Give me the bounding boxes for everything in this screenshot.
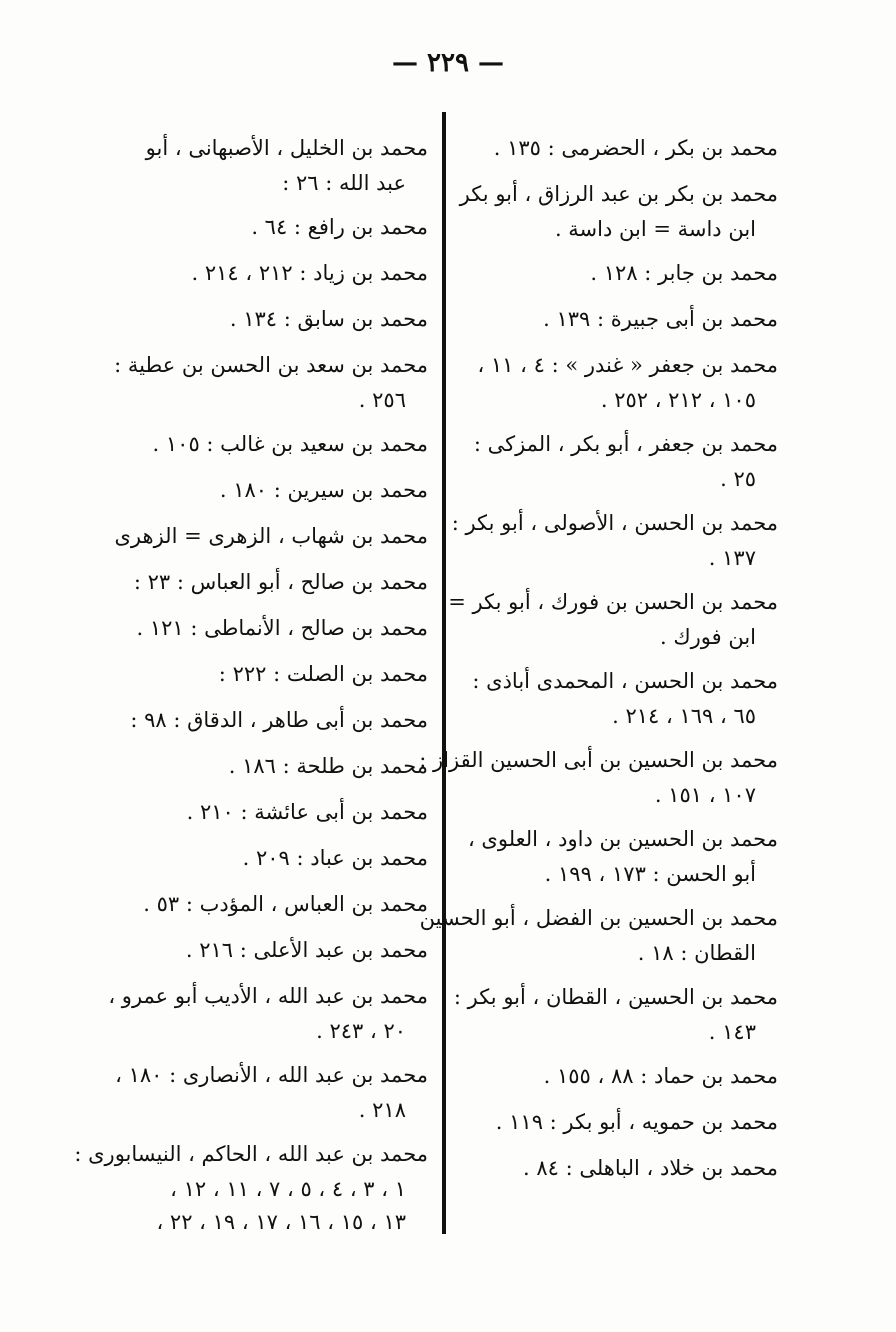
index-entry-heading: محمد بن عبد الله ، الحاكم ، النيسابورى :: [74, 1142, 428, 1166]
index-entry-heading: محمد بن الخليل ، الأصبهانى ، أبو: [145, 136, 428, 160]
index-entry: [118, 702, 428, 739]
index-entry-heading: محمد بن صالح ، أبو العباس : ٢٣ :: [133, 570, 428, 594]
index-entry-heading: محمد بن الصلت : ٢٢٢ :: [218, 662, 428, 686]
index-entry: [118, 794, 428, 831]
index-entry: [468, 347, 778, 417]
index-entry-continuation: ابن فورك .: [659, 625, 756, 649]
index-entry: [468, 130, 778, 167]
index-entry: [118, 301, 428, 338]
index-entry: [118, 130, 428, 200]
index-entry: [118, 932, 428, 969]
index-entry-heading: محمد بن رافع : ٦٤ .: [251, 215, 428, 239]
index-entry-continuation: ٢٥٦ .: [358, 388, 406, 412]
index-entry-continuation: ١٤٣ .: [708, 1020, 756, 1044]
index-entry-continuation: ١٠٥ ، ٢١٢ ، ٢٥٢ .: [600, 388, 756, 412]
index-entry-heading: محمد بن الحسن ، المحمدى أباذى :: [472, 669, 778, 693]
index-entry-heading: محمد بن عباد : ٢٠٩ .: [242, 846, 428, 870]
index-entry: [118, 610, 428, 647]
index-entry-heading: محمد بن جابر : ١٢٨ .: [590, 261, 778, 285]
index-entry-continuation: ١ ، ٣ ، ٤ ، ٥ ، ٧ ، ١١ ، ١٢ ،: [170, 1177, 406, 1201]
index-entry-continuation: ٦٥ ، ١٦٩ ، ٢١٤ .: [612, 704, 756, 728]
index-entry: [118, 472, 428, 509]
index-entry: [453, 979, 778, 1049]
index-entry-heading: محمد بن الحسن بن فورك ، أبو بكر =: [448, 590, 778, 614]
index-entry-heading: محمد بن الحسن ، الأصولى ، أبو بكر :: [451, 511, 778, 535]
index-entry-heading: محمد بن طلحة : ١٨٦ .: [228, 754, 428, 778]
column-divider: [442, 112, 446, 1234]
index-entry-heading: محمد بن جعفر ، أبو بكر ، المزكى :: [473, 432, 778, 456]
index-column-right: [419, 130, 778, 1196]
index-entry-heading: محمد بن سابق : ١٣٤ .: [229, 307, 428, 331]
index-entry: [118, 426, 428, 463]
index-entry: [118, 886, 428, 923]
index-entry-heading: محمد بن الحسين بن الفضل ، أبو الحسين: [419, 906, 778, 930]
index-entry-heading: محمد بن عبد الله ، الأنصارى : ١٨٠ ،: [115, 1063, 428, 1087]
index-entry-heading: محمد بن الحسين بن داود ، العلوى ،: [467, 827, 778, 851]
index-entry-continuation: ٢١٨ .: [358, 1098, 406, 1122]
index-entry-heading: محمد بن زياد : ٢١٢ ، ٢١٤ .: [191, 261, 428, 285]
index-entry-continuation: ٢٠ ، ٢٤٣ .: [316, 1019, 406, 1043]
index-entry-heading: محمد بن أبى جبيرة : ١٣٩ .: [543, 307, 778, 331]
index-entry-heading: محمد بن صالح ، الأنماطى : ١٢١ .: [136, 616, 428, 640]
index-entry-heading: محمد بن حمويه ، أبو بكر : ١١٩ .: [495, 1110, 778, 1134]
index-entry-continuation: ١٣٧ .: [708, 546, 756, 570]
index-entry: [468, 1058, 778, 1095]
index-entry: [468, 1150, 778, 1187]
index-entry: [118, 255, 428, 292]
index-entry-heading: محمد بن سعيد بن غالب : ١٠٥ .: [152, 432, 428, 456]
index-entry: [468, 255, 778, 292]
index-entry-heading: محمد بن عبد الأعلى : ٢١٦ .: [185, 938, 428, 962]
index-entry-heading: محمد بن بكر بن عبد الرزاق ، أبو بكر: [459, 182, 778, 206]
index-entry: [118, 564, 428, 601]
index-entry-heading: محمد بن سيرين : ١٨٠ .: [219, 478, 428, 502]
index-entry: [419, 900, 778, 970]
index-entry-continuation: أبو الحسن : ١٧٣ ، ١٩٩ .: [544, 862, 756, 886]
index-entry-heading: محمد بن سعد بن الحسن بن عطية :: [114, 353, 428, 377]
index-entry-continuation: عبد الله : ٢٦ :: [282, 171, 406, 195]
index-entry-heading: محمد بن أبى طاهر ، الدقاق : ٩٨ :: [130, 708, 428, 732]
index-entry-continuation: القطان : ١٨ .: [637, 941, 756, 965]
index-entry-heading: محمد بن خلاد ، الباهلى : ٨٤ .: [523, 1156, 778, 1180]
index-entry-heading: محمد بن الحسين بن أبى الحسين القزاز :: [419, 748, 778, 772]
index-entry: [468, 663, 778, 733]
index-entry: [74, 1136, 428, 1239]
index-entry-heading: محمد بن شهاب ، الزهرى = الزهرى: [114, 524, 428, 548]
index-entry-heading: محمد بن عبد الله ، الأديب أبو عمرو ،: [108, 984, 428, 1008]
index-entry: [459, 176, 778, 246]
index-entry: [118, 209, 428, 246]
index-entry-heading: محمد بن جعفر « غندر » : ٤ ، ١١ ،: [477, 353, 778, 377]
index-entry: [468, 426, 778, 496]
index-entry: [468, 821, 778, 891]
index-entry-heading: محمد بن حماد : ٨٨ ، ١٥٥ .: [543, 1064, 778, 1088]
index-entry: [108, 978, 428, 1048]
index-entry: [114, 347, 428, 417]
index-entry-heading: محمد بن أبى عائشة : ٢١٠ .: [186, 800, 428, 824]
index-entry: [468, 301, 778, 338]
index-entry: [448, 584, 778, 654]
index-entry-continuation: ١٠٧ ، ١٥١ .: [654, 783, 756, 807]
index-entry-continuation: ابن داسة = ابن داسة .: [554, 217, 756, 241]
index-entry-heading: محمد بن بكر ، الحضرمى : ١٣٥ .: [493, 136, 778, 160]
index-entry: [118, 840, 428, 877]
index-entry: [115, 1057, 428, 1127]
index-entry: [468, 1104, 778, 1141]
index-entry: [118, 656, 428, 693]
index-entry: [118, 748, 428, 785]
index-entry-heading: محمد بن العباس ، المؤدب : ٥٣ .: [143, 892, 428, 916]
index-entry-heading: محمد بن الحسين ، القطان ، أبو بكر :: [453, 985, 778, 1009]
index-entry: [451, 505, 778, 575]
index-entry: [419, 742, 778, 812]
index-entry-continuation: ١٣ ، ١٥ ، ١٦ ، ١٧ ، ١٩ ، ٢٢ ،: [156, 1210, 406, 1234]
index-entry: [114, 518, 428, 555]
index-column-left: [74, 130, 428, 1248]
index-entry-continuation: ٢٥ .: [720, 467, 756, 491]
page-number: — ٢٢٩ —: [391, 48, 505, 78]
